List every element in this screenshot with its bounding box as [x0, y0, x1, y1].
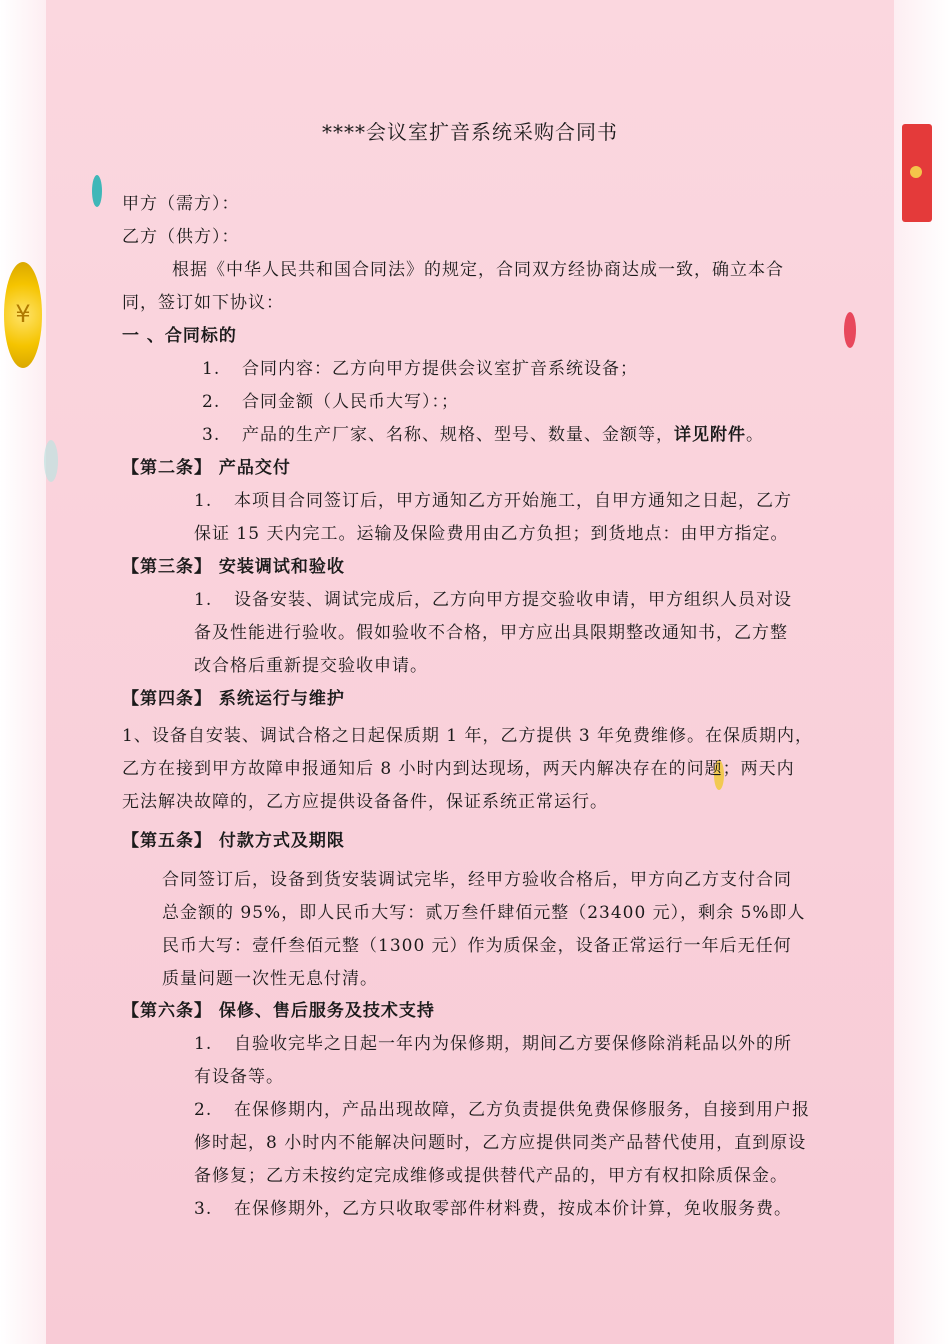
item-text: 合同金额（人民币大写）：；	[242, 392, 459, 412]
list-item	[194, 589, 792, 611]
item-number: 3.	[202, 425, 221, 445]
party-a-label: 甲方（需方）：	[122, 194, 240, 214]
list-item	[194, 1198, 792, 1220]
item-text: 合同内容：乙方向甲方提供会议室扩音系统设备；	[242, 359, 638, 379]
list-item	[202, 391, 459, 413]
item-text: 本项目合同签订后，甲方通知乙方开始施工，自甲方通知之日起，乙方	[234, 491, 792, 511]
paragraph-line: 1、设备自安装、调试合格之日起保质期 1 年，乙方提供 3 年免费维修。在保质期内，	[122, 726, 814, 746]
list-item	[202, 358, 638, 380]
intro-line: 根据《中华人民共和国合同法》的规定，合同双方经协商达成一致，确立本合	[172, 260, 784, 280]
list-item	[194, 1033, 792, 1055]
red-envelope-icon	[902, 124, 932, 222]
item-text: 在保修期内，产品出现故障，乙方负责提供免费保修服务，自接到用户报	[234, 1100, 810, 1120]
contract-title: ****会议室扩音系统采购合同书	[322, 120, 618, 144]
paragraph-line: 质量问题一次性无息付清。	[162, 969, 378, 989]
item-text: 产品的生产厂家、名称、规格、型号、数量、金额等，	[242, 425, 674, 445]
list-item	[194, 1099, 810, 1121]
item-number: 1.	[202, 359, 221, 379]
party-b-label: 乙方（供方）：	[122, 227, 240, 247]
item-number: 1.	[194, 491, 213, 511]
paragraph-line: 民币大写：壹仟叁佰元整（1300 元）作为质保金，设备正常运行一年后无任何	[162, 936, 792, 956]
item-number: 3.	[194, 1199, 213, 1219]
item-continuation: 有设备等。	[194, 1067, 284, 1087]
gold-coin-icon: ¥	[4, 262, 42, 368]
section-heading: 【第六条】 保修、售后服务及技术支持	[122, 1001, 435, 1021]
item-continuation: 保证 15 天内完工。运输及保险费用由乙方负担；到货地点：由甲方指定。	[194, 524, 789, 544]
item-number: 1.	[194, 590, 213, 610]
section-heading: 【第三条】 安装调试和验收	[122, 557, 345, 577]
item-number: 1.	[194, 1034, 213, 1054]
intro-line: 同，签订如下协议：	[122, 293, 284, 313]
item-text: 在保修期外，乙方只收取零部件材料费，按成本价计算，免收服务费。	[234, 1199, 792, 1219]
item-continuation: 改合格后重新提交验收申请。	[194, 656, 428, 676]
teal-gem-icon	[92, 175, 102, 207]
paragraph-line: 乙方在接到甲方故障申报通知后 8 小时内到达现场，两天内解决存在的问题；两天内	[122, 759, 795, 779]
item-text: 自验收完毕之日起一年内为保修期，期间乙方要保修除消耗品以外的所	[234, 1034, 792, 1054]
red-gem-icon	[844, 312, 856, 348]
section-heading: 【第五条】 付款方式及期限	[122, 831, 345, 851]
item-text: 设备安装、调试完成后，乙方向甲方提交验收申请，甲方组织人员对设	[234, 590, 792, 610]
list-item	[202, 424, 764, 446]
item-continuation: 修时起，8 小时内不能解决问题时，乙方应提供同类产品替代使用，直到原设	[194, 1133, 807, 1153]
item-emphasis: 详见附件	[674, 425, 746, 445]
paragraph-line: 合同签订后，设备到货安装调试完毕，经甲方验收合格后，甲方向乙方支付合同	[162, 870, 792, 890]
item-continuation: 备及性能进行验收。假如验收不合格，甲方应出具限期整改通知书，乙方整	[194, 623, 788, 643]
left-margin	[0, 0, 46, 1344]
paragraph-line: 无法解决故障的，乙方应提供设备备件，保证系统正常运行。	[122, 792, 608, 812]
list-item	[194, 490, 792, 512]
paragraph-line: 总金额的 95%，即人民币大写：贰万叁仟肆佰元整（23400 元），剩余 5%即人	[162, 903, 806, 923]
item-number: 2.	[202, 392, 221, 412]
section-heading: 一 、合同标的	[122, 326, 237, 346]
section-heading: 【第二条】 产品交付	[122, 458, 291, 478]
teal-gem-icon	[44, 440, 58, 482]
section-heading: 【第四条】 系统运行与维护	[122, 689, 345, 709]
item-text-end: 。	[746, 425, 764, 445]
item-number: 2.	[194, 1100, 213, 1120]
item-continuation: 备修复；乙方未按约定完成维修或提供替代产品的，甲方有权扣除质保金。	[194, 1166, 788, 1186]
